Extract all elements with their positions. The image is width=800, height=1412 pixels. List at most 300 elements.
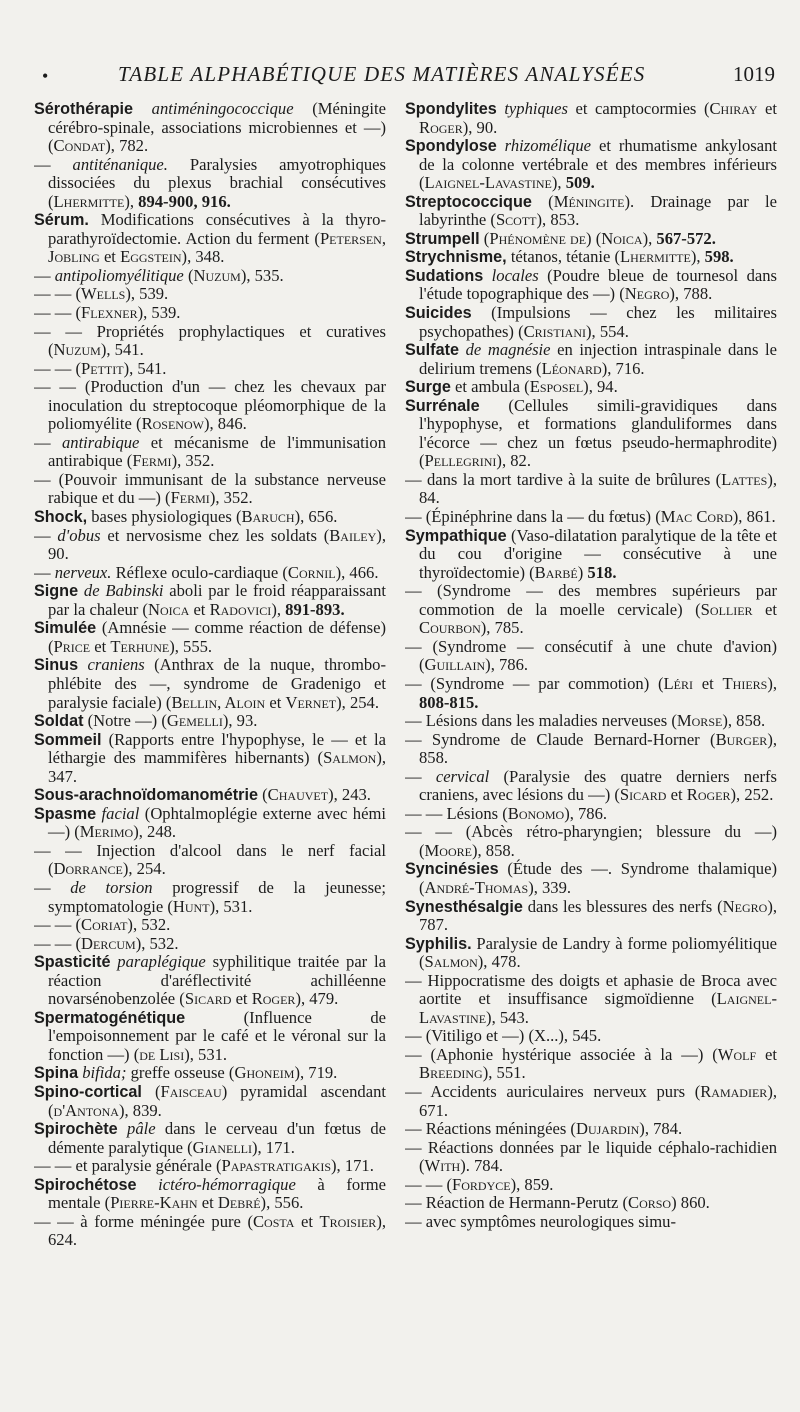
entry-text: — Lésions dans les maladies nerveuses ( <box>405 711 677 731</box>
entry-text: ), 859. <box>510 1174 554 1194</box>
italic-text: d'obus <box>57 525 101 545</box>
author-name: Dujardin <box>575 1119 640 1139</box>
author-name: Bailey <box>329 525 377 545</box>
entry-text: ), 716. <box>601 358 645 378</box>
author-name: Pettit <box>81 358 124 378</box>
italic-text: cervical <box>435 766 490 786</box>
entry-text: ), 254. <box>336 692 380 712</box>
index-entry <box>34 564 386 583</box>
entry-keyword: Signe <box>34 582 79 601</box>
italic-text: craniens <box>87 655 145 675</box>
bold-page-ref: 567-572. <box>656 228 716 248</box>
entry-text: — (Épinéphrine dans la — du fœtus) ( <box>405 507 661 527</box>
index-entry <box>34 935 386 954</box>
entry-text: ), 541. <box>100 340 144 360</box>
author-name: Radovici <box>209 599 272 619</box>
author-name: Cristiani <box>523 321 587 341</box>
entry-text: et <box>756 1044 777 1064</box>
bold-page-ref: 891-893. <box>285 599 345 619</box>
entry-text: — — ( <box>34 303 82 323</box>
entry-text: ), 479. <box>295 989 339 1009</box>
author-name: Esposel <box>529 377 584 397</box>
author-name: Gemelli <box>166 711 223 731</box>
entry-text: ), 554. <box>586 321 629 341</box>
entry-text: ), <box>124 191 139 211</box>
entry-keyword: Sympathique <box>405 526 507 545</box>
entry-keyword: Sérum. <box>34 211 89 230</box>
author-name: Cornil <box>287 562 336 582</box>
index-entry <box>405 805 777 824</box>
entry-text: — (Syndrome — consécutif à une chute d'avion) ( <box>405 636 777 675</box>
author-name: d'Antona <box>53 1100 119 1120</box>
entry-text: et rhumatisme ankylosant de la colonne vertébrale et des membres inférieurs ( <box>419 136 777 193</box>
author-name: Guillain <box>424 655 486 675</box>
entry-text: ), 671. <box>419 1081 777 1120</box>
italic-text: pâle <box>127 1119 156 1139</box>
entry-text: et nervosisme chez les soldats ( <box>100 525 330 545</box>
entry-keyword: Spirochète <box>34 1120 118 1139</box>
entry-text: Réflexe oculo-cardiaque ( <box>111 562 288 582</box>
author-name: Vernet <box>285 692 337 712</box>
author-name: With <box>424 1156 461 1176</box>
entry-text: ( <box>531 191 554 211</box>
index-entry <box>405 675 777 712</box>
author-name: Merimo <box>79 822 134 842</box>
entry-keyword: Spondylose <box>405 137 497 156</box>
entry-text <box>459 340 466 359</box>
index-entry <box>34 712 386 731</box>
entry-text: ), 846. <box>203 414 247 434</box>
entry-text: ), 352. <box>171 451 215 471</box>
entry-text: — — ( <box>34 358 82 378</box>
entry-text: ), 786. <box>485 655 529 675</box>
entry-text: progressif de la jeunesse; symptomatologie ( <box>48 877 386 916</box>
entry-text: ), 94. <box>583 377 618 397</box>
entry-text: ), 858. <box>471 840 515 860</box>
index-entry <box>405 304 777 341</box>
index-entry <box>405 860 777 897</box>
entry-text: ), 858. <box>419 729 777 768</box>
entry-text: ), 90. <box>462 117 498 137</box>
index-entry <box>405 1046 777 1083</box>
index-entry <box>34 267 386 286</box>
entry-text: ), 82. <box>496 451 531 471</box>
entry-text: (Cellules simili-gravidiques dans l'hypophyse, et formations glanduliformes dans l'écorce — chez un fœtus pseudo-hermaphrodite) ( <box>419 395 777 471</box>
entry-text: bases physiologiques ( <box>87 507 242 527</box>
author-name: Coriat <box>81 915 128 935</box>
entry-keyword: Sérothérapie <box>34 100 133 118</box>
entry-text: ), 788. <box>669 284 713 304</box>
author-name: Salmon <box>424 952 478 972</box>
entry-text: — — Lésions ( <box>405 803 508 823</box>
entry-text: — — ( <box>34 933 82 953</box>
bold-page-ref: 894-900, 916. <box>138 191 231 211</box>
author-name: Sicard <box>184 989 232 1009</box>
author-name: Papastratigakis <box>221 1156 331 1176</box>
entry-text: Paralysies amyotrophiques dissociées du plexus brachial consécutives ( <box>48 154 386 211</box>
index-entry <box>405 267 777 304</box>
entry-text: — <box>34 877 71 897</box>
author-name: Barbé <box>534 562 578 582</box>
entry-keyword: Streptococcique <box>405 192 532 211</box>
italic-text: antirabique <box>61 432 140 452</box>
entry-text: ), 248. <box>133 822 177 842</box>
index-entry <box>405 1120 777 1139</box>
author-name: Debré <box>217 1193 261 1213</box>
entry-text: (Amnésie — comme réaction de défense) ( <box>48 618 386 656</box>
index-entry <box>34 508 386 527</box>
index-entry <box>34 527 386 564</box>
index-entry <box>405 508 777 527</box>
author-name: Moore <box>424 840 472 860</box>
entry-text: et <box>99 247 121 267</box>
entry-text: ). 784. <box>460 1156 504 1176</box>
italic-text: facial <box>101 803 140 823</box>
author-name: Salmon <box>323 748 377 768</box>
author-name: Pierre-Kahn <box>110 1193 198 1213</box>
entry-text: Modifications consécutives à la thyro-parathyroïdectomie. Action du ferment ( <box>48 210 386 248</box>
entry-text <box>78 655 87 674</box>
entry-text: — Réaction de Hermann-Perutz ( <box>405 1193 629 1213</box>
index-entry <box>405 638 777 675</box>
index-entry <box>405 230 777 249</box>
entry-text: — — à forme méningée pure ( <box>34 1211 253 1231</box>
index-entry <box>34 656 386 712</box>
index-entry <box>405 1083 777 1120</box>
author-name: Sollier <box>700 599 753 619</box>
entry-text <box>497 136 505 155</box>
entry-text: ), <box>551 173 566 193</box>
author-name: Courbon <box>419 618 481 638</box>
entry-keyword: Sommeil <box>34 730 102 749</box>
entry-text: Paralysie de Landry à forme poliomyélitique ( <box>419 933 777 972</box>
entry-text: dans le cerveau d'un fœtus de démente paralytique ( <box>48 1119 386 1157</box>
entry-keyword: Simulée <box>34 619 97 638</box>
entry-text: — (Vitiligo et —) (X...), 545. <box>405 1026 602 1046</box>
author-name: Fordyce <box>452 1174 511 1194</box>
author-name: Breeding <box>419 1063 483 1083</box>
index-entry <box>405 471 777 508</box>
entry-text: ), 532. <box>127 915 171 935</box>
entry-keyword: Syncinésies <box>405 860 499 879</box>
index-entry <box>405 100 777 137</box>
entry-text: ), 348. <box>181 247 225 267</box>
entry-text: ), 252. <box>730 785 774 805</box>
author-name: Scott <box>495 210 537 230</box>
index-entry <box>34 211 386 267</box>
index-entry <box>34 360 386 379</box>
index-entry <box>405 527 777 583</box>
entry-text: ), 853. <box>536 210 580 230</box>
entry-text: (Méningite cérébro-spinale, associations microbiennes et —) ( <box>48 100 386 156</box>
index-entry <box>405 898 777 935</box>
entry-text: et <box>757 100 777 118</box>
entry-text: ), 254. <box>122 859 166 879</box>
entry-text: ), 243. <box>328 785 371 805</box>
italic-text: locales <box>491 265 539 285</box>
index-entry <box>405 193 777 230</box>
index-entry <box>34 879 386 916</box>
right-column <box>405 100 777 1400</box>
header-bullet: • <box>42 66 49 86</box>
entry-text: ), 532. <box>135 933 179 953</box>
author-name: Lhermitte <box>620 247 691 267</box>
entry-keyword: Shock, <box>34 508 88 527</box>
index-entry <box>405 582 777 638</box>
author-name: Pellegrini <box>424 451 497 471</box>
entry-text: ), 466. <box>335 562 379 582</box>
entry-keyword: Spermatogénétique <box>34 1008 186 1027</box>
entry-keyword: Soldat <box>34 712 84 731</box>
index-entry <box>34 1176 386 1213</box>
entry-text: (Notre —) ( <box>83 711 167 731</box>
entry-text: ), 531. <box>209 896 253 916</box>
index-entry <box>405 935 777 972</box>
entry-text: ), <box>271 599 286 619</box>
entry-keyword: Surge <box>405 378 451 397</box>
author-name: Petersen, Jobling <box>48 228 386 267</box>
entry-text: ), <box>642 228 657 248</box>
index-entry <box>405 378 777 397</box>
bold-page-ref: 518. <box>587 562 617 582</box>
entry-text: ( <box>479 228 490 248</box>
italic-text: nerveux. <box>54 562 112 582</box>
entry-keyword: Sulfate <box>405 341 459 360</box>
entry-keyword: Sinus <box>34 656 79 675</box>
author-name: Price <box>53 636 91 656</box>
entry-text: en injection intraspinale dans le delirium tremens ( <box>419 340 777 378</box>
entry-text: et mécanisme de l'immunisation antirabique ( <box>48 432 386 471</box>
entry-text: ), 858. <box>722 711 766 731</box>
entry-text: — — (Production d'un — chez les chevaux par inoculation du streptocoque pléomorphique de la poliomyélite ( <box>34 377 386 434</box>
author-name: Roger <box>251 989 296 1009</box>
entry-text: — Réactions méningées ( <box>405 1119 576 1139</box>
entry-text: ), 784. <box>639 1119 683 1139</box>
entry-text: greffe osseuse ( <box>126 1063 235 1083</box>
author-name: Corso <box>628 1193 672 1213</box>
author-name: Terhune <box>110 636 170 656</box>
entry-text: ( <box>141 1081 161 1101</box>
author-name: Lhermitte <box>53 191 125 211</box>
entry-text: ), <box>690 247 705 267</box>
author-name: Fermi <box>132 451 172 471</box>
entry-text: ), 782. <box>105 136 149 156</box>
entry-text: tétanos, tétanie ( <box>506 247 621 267</box>
italic-text: paraplégique <box>117 952 206 972</box>
entry-text: — (Pouvoir immunisant de la substance nerveuse rabique et du —) ( <box>34 469 386 508</box>
index-entry <box>34 323 386 360</box>
author-name: Troisier <box>319 1211 377 1231</box>
entry-text: — — (Abcès rétro-pharyngien; blessure du —) ( <box>405 822 777 860</box>
author-name: Chauvet <box>267 785 329 805</box>
index-entry <box>405 248 777 267</box>
entry-text: ), 541. <box>123 358 167 378</box>
entry-text: — — Propriétés prophylactiques et curatives ( <box>34 321 386 360</box>
entry-text: ), 539. <box>125 284 169 304</box>
entry-text: et ambula ( <box>450 377 530 397</box>
entry-keyword: Sous-arachnoïdomanométrie <box>34 786 258 805</box>
index-entry <box>34 842 386 879</box>
entry-text: — Accidents auriculaires nerveux purs ( <box>405 1081 701 1101</box>
entry-text: ) 860. <box>671 1193 710 1213</box>
index-entry <box>405 768 777 805</box>
entry-text: et <box>294 1211 320 1231</box>
author-name: Gianelli <box>192 1137 252 1157</box>
entry-text: ), 347. <box>48 748 386 786</box>
author-name: Roger <box>686 785 731 805</box>
italic-text: typhiques <box>504 100 568 118</box>
entry-text: et <box>231 989 252 1009</box>
index-entry <box>405 1139 777 1176</box>
author-name: Hunt <box>172 896 210 916</box>
entry-text: — — et paralysie générale ( <box>34 1156 222 1176</box>
index-entry <box>405 731 777 768</box>
entry-text: — — Injection d'alcool dans le nerf facial ( <box>34 840 386 879</box>
entry-keyword: Strumpell <box>405 229 480 248</box>
entry-text: — — ( <box>34 915 82 935</box>
author-name: Eggstein <box>120 247 182 267</box>
entry-text: ), 171. <box>331 1156 374 1176</box>
entry-text <box>133 100 152 118</box>
author-name: Sicard <box>619 785 667 805</box>
author-name: Noica <box>147 599 190 619</box>
index-entry <box>34 1120 386 1157</box>
entry-keyword: Spirochétose <box>34 1175 137 1194</box>
entry-text: ), 539. <box>137 303 181 323</box>
author-name: Thiers <box>722 673 768 693</box>
entry-text: — <box>34 154 73 174</box>
italic-text: ictéro-hémorragique <box>158 1174 296 1194</box>
index-entry <box>405 712 777 731</box>
author-name: Bellin, Aloin <box>171 692 266 712</box>
author-name: Faisceau <box>160 1081 222 1101</box>
author-name: Noica <box>601 228 643 248</box>
entry-text: ), 543. <box>486 1007 529 1027</box>
index-entry <box>34 471 386 508</box>
entry-keyword: Suicides <box>405 304 472 323</box>
entry-text: ), <box>767 673 777 693</box>
entry-text: ), 839. <box>118 1100 162 1120</box>
italic-text: antiméningococcique <box>151 100 294 118</box>
author-name: Léonard <box>541 358 602 378</box>
entry-text: — <box>405 766 436 786</box>
entry-text: — (Syndrome — par commotion) ( <box>405 673 664 693</box>
entry-text: ), 339. <box>528 877 572 897</box>
entry-text: ), 785. <box>480 618 524 638</box>
author-name: Condat <box>53 136 106 156</box>
index-entry <box>34 1213 386 1250</box>
entry-text: ) <box>577 562 588 582</box>
entry-text: et <box>693 673 723 693</box>
index-entry <box>405 1176 777 1195</box>
entry-text: — Réactions données par le liquide céphalo-rachidien ( <box>405 1137 777 1176</box>
entry-keyword: Spina <box>34 1064 79 1083</box>
index-entry <box>405 1027 777 1046</box>
entry-text: syphilitique traitée par la réaction d'aréflectivité achilléenne novarsénobenzolée ( <box>48 952 386 1009</box>
index-entry <box>34 1157 386 1176</box>
entry-text: — <box>34 432 62 452</box>
entry-text: — (Syndrome — des membres supérieurs par commotion de la moelle cervicale) ( <box>405 581 777 619</box>
entry-text: dans les blessures des nerfs ( <box>522 896 723 916</box>
author-name: Nuzum <box>53 340 101 360</box>
italic-text: de Babinski <box>83 581 164 601</box>
entry-text: ), 478. <box>477 952 521 972</box>
entry-text: et <box>666 785 687 805</box>
author-name: Wolf <box>717 1044 757 1064</box>
entry-text: — <box>34 265 55 285</box>
entry-keyword: Surrénale <box>405 396 480 415</box>
author-name: Roger <box>419 117 463 137</box>
author-name: Laignel-Lavastine <box>424 173 552 193</box>
author-name: Chiray <box>709 100 758 118</box>
author-name: Méningite <box>553 191 625 211</box>
author-name: Léri <box>663 673 694 693</box>
italic-text: rhizomélique <box>504 136 592 156</box>
index-entry <box>34 731 386 787</box>
index-entry <box>405 823 777 860</box>
author-name: Burger <box>715 729 768 749</box>
entry-text: — <box>34 562 55 582</box>
entry-text: — avec symptômes neurologiques simu- <box>405 1211 676 1231</box>
entry-text: et <box>752 599 777 619</box>
entry-text: ) ( <box>586 228 602 248</box>
index-entry <box>34 582 386 619</box>
entry-text: ). Drainage par le labyrinthe ( <box>419 191 777 230</box>
entry-text: ), 93. <box>222 711 258 731</box>
entry-text: ), 786. <box>564 803 608 823</box>
index-entry <box>34 953 386 1009</box>
entry-text: (Influence de l'empoisonnement par le café et le véronal sur la fonction —) ( <box>48 1007 386 1064</box>
entry-text: ), 719. <box>294 1063 338 1083</box>
entry-text: ), 787. <box>419 896 777 935</box>
entry-keyword: Strychnisme, <box>405 248 507 267</box>
entry-text: ), 656. <box>294 507 338 527</box>
index-entry <box>34 285 386 304</box>
index-entry <box>34 156 386 212</box>
index-entry <box>34 786 386 805</box>
entry-keyword: Spino-cortical <box>34 1082 142 1101</box>
author-name: Negro <box>624 284 670 304</box>
bold-page-ref: 509. <box>565 173 595 193</box>
entry-text: — — ( <box>405 1174 453 1194</box>
author-name: Laignel-Lavastine <box>419 989 777 1027</box>
entry-text: — Hippocratisme des doigts et aphasie de Broca avec aortite et insuffisance sigmoïdienne ( <box>405 970 777 1009</box>
entry-keyword: Spasme <box>34 804 97 823</box>
page-title: TABLE ALPHABÉTIQUE DES MATIÈRES ANALYSÉES <box>118 62 646 86</box>
author-name: Wells <box>81 284 126 304</box>
italic-text: de torsion <box>70 877 153 897</box>
entry-text <box>137 1175 159 1194</box>
entry-text: — — ( <box>34 284 82 304</box>
entry-text: et <box>189 599 210 619</box>
entry-text: et <box>197 1193 218 1213</box>
index-entry <box>34 1083 386 1120</box>
author-name: Bonomo <box>507 803 565 823</box>
entry-text: à forme mentale ( <box>48 1174 386 1213</box>
entry-text: et <box>90 636 111 656</box>
author-name: Ghoneim <box>234 1063 295 1083</box>
italic-text: antipoliomyélitique <box>54 265 184 285</box>
index-entry <box>405 972 777 1028</box>
author-name: Flexner <box>81 303 138 323</box>
author-name: Lattes <box>721 469 768 489</box>
author-name: Rosenow <box>141 414 204 434</box>
index-entry <box>34 805 386 842</box>
entry-text: et camptocormies ( <box>567 100 710 118</box>
author-name: de Lisi <box>139 1044 185 1064</box>
running-header <box>0 62 800 92</box>
author-name: Phénomène de <box>489 228 587 248</box>
